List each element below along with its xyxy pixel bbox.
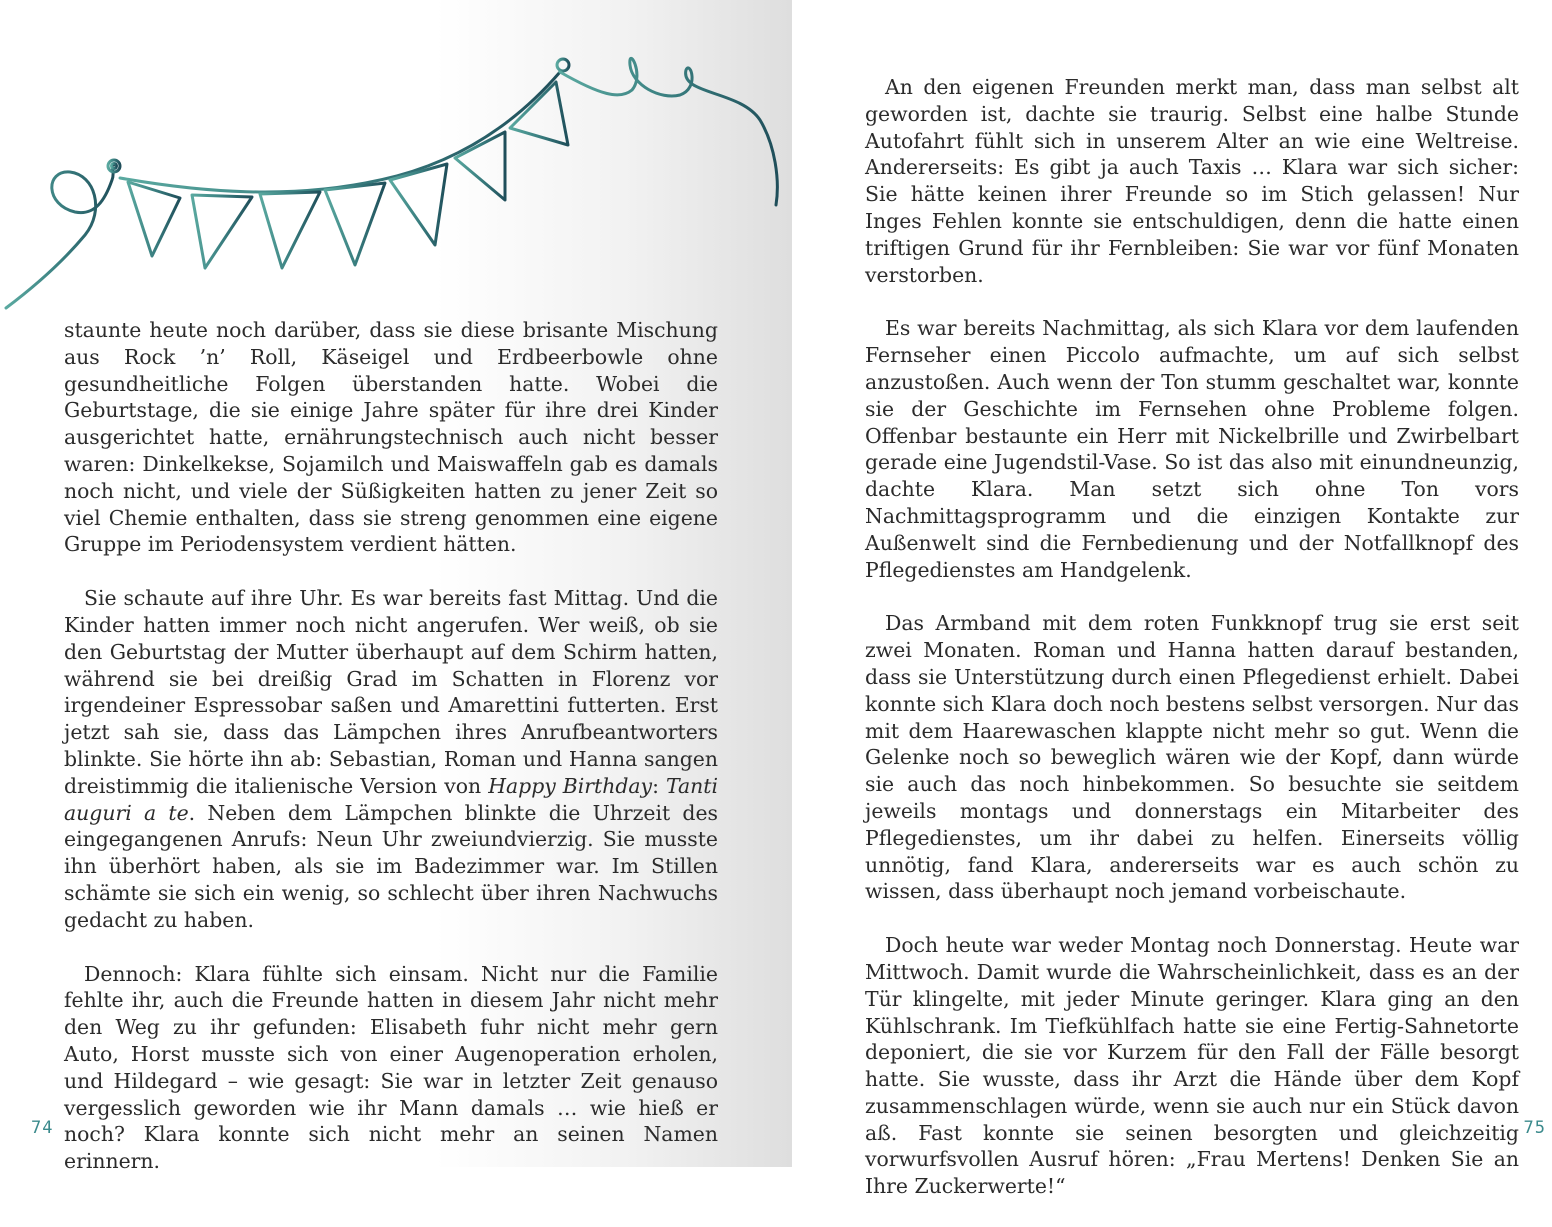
paragraph-text: Sie schaute auf ihre Uhr. Es war bereits fast Mittag. Und die Kinder hatten immer noch nicht angerufen. Wer weiß, ob sie den Geburtstag der Mutter überhaupt auf dem Schirm hatten, während sie bei dreißig Grad im Schatten in Florenz vor irgendeiner Espressobar saßen und Amarettini futterten. Erst jetzt sah sie, dass das Lämpchen ihres Anrufbeantworters blinkte. Sie hörte ihn ab: Sebastian, Roman und Hanna sangen dreistimmig die italienische Version von: [64, 586, 718, 798]
paragraph: [64, 585, 718, 933]
song-title: Happy Birthday: [488, 773, 653, 798]
page-number-right: 75: [1523, 1118, 1546, 1138]
paragraph: Das Armband mit dem roten Funkknopf trug sie erst seit zwei Monaten. Roman und Hanna hatten darauf bestanden, dass sie Unterstützung durch einen Pflegedienst erhielt. Dabei konnte sich Klara doch noch bestens selbst versorgen. Nur das mit dem Haarewaschen klappte nicht mehr so gut. Wenn die Gelenke noch so beweglich wären wie der Kopf, dann würde sie auch das noch hinbekommen. So besuchte sie seitdem jeweils montags und donnerstags ein Mitarbeiter des Pflegedienstes, um ihr dabei zu helfen. Einerseits völlig unnötig, fand Klara, andererseits war es auch schön zu wissen, dass überhaupt noch jemand vorbeischaute.: [865, 611, 1519, 904]
bunting-garland-icon: [0, 40, 792, 320]
right-text-column: [865, 74, 1519, 1227]
paragraph-text: :: [652, 773, 666, 798]
paragraph: staunte heute noch darüber, dass sie diese brisante Mischung aus Rock ’n’ Roll, Käseigel und Erdbeerbowle ohne gesundheitliche Folgen überstanden hatte. Wobei die Geburtstage, die sie einige Jahre später für ihre drei Kinder ausgerichtet hatte, ernährungstechnisch auch nicht besser waren: Dinkelkekse, Sojamilch und Maiswaffeln gab es damals noch nicht, und viele der Süßigkeiten hatten zu jener Zeit so viel Chemie enthalten, dass sie streng genommen eine eigene Gruppe im Periodensystem verdient hätten.: [64, 318, 718, 557]
paragraph: An den eigenen Freunden merkt man, dass man selbst alt geworden ist, dachte sie traurig. Selbst eine halbe Stunde Autofahrt fühlt sich in unserem Alter an wie eine Weltreise. Andererseits: Es gibt ja auch Taxis … Klara war sich sicher: Sie hätte keinen ihrer Freunde so im Stich gelassen! Nur Inges Fehlen konnte sie entschuldigen, denn die hatte einen triftigen Grund für ihr Fernbleiben: Sie war vor fünf Monaten verstorben.: [865, 75, 1519, 287]
paragraph: Doch heute war weder Montag noch Donnerstag. Heute war Mittwoch. Damit wurde die Wahrscheinlichkeit, dass es an der Tür klingelte, mit jeder Minute geringer. Klara ging an den Kühlschrank. Im Tiefkühlfach hatte sie eine Fertig-Sahnetorte deponiert, die sie vor Kurzem für den Fall der Fälle besorgt hatte. Sie wusste, dass ihr Arzt die Hände über dem Kopf zusammenschlagen würde, wenn sie auch nur ein Stück davon aß. Fast konnte sie seinen besorgten und gleichzeitig vorwurfsvollen Ausruf hören: „Frau Mertens! Denken Sie an Ihre Zuckerwerte!“: [865, 933, 1519, 1199]
song-title-italian: Tanti auguri a te: [64, 773, 719, 825]
paragraph: Es war bereits Nachmittag, als sich Klara vor dem laufenden Fernseher einen Piccolo aufmachte, um auf sich selbst anzustoßen. Auch wenn der Ton stumm geschaltet war, konnte sie der Geschichte im Fernsehen ohne Probleme folgen. Offenbar bestaunte ein Herr mit Nickelbrille und Zwirbelbart gerade eine Jugendstil-Vase. So ist das also mit einundneunzig, dachte Klara. Man setzt sich ohne Ton vors Nachmittagsprogramm und die einzigen Kontakte zur Außenwelt sind die Fernbedienung und der Notfallknopf des Pflegedienstes am Handgelenk.: [865, 316, 1519, 582]
paragraph-text: . Neben dem Lämpchen blinkte die Uhrzeit des eingegangenen Anrufs: Neun Uhr zweiundvierzig. Sie musste ihn überhört haben, als sie im Badezimmer war. Im Stillen schämte sie sich ein wenig, so schlecht über ihren Nachwuchs gedacht zu haben.: [64, 800, 719, 932]
paragraph: Dennoch: Klara fühlte sich einsam. Nicht nur die Familie fehlte ihr, auch die Freunde hatten in diesem Jahr nicht mehr den Weg zu ihr gefunden: Elisabeth fuhr nicht mehr gern Auto, Horst musste sich von einer Augenoperation erholen, und Hildegard – wie gesagt: Sie war in letzter Zeit genauso vergesslich geworden wie ihr Mann damals … wie hieß er noch? Klara konnte sich nicht mehr an seinen Namen erinnern.: [64, 961, 718, 1174]
left-text-column: [64, 317, 718, 1202]
left-page: [0, 0, 792, 1174]
page-number-left: 74: [31, 1118, 54, 1138]
right-page: [792, 0, 1552, 1199]
